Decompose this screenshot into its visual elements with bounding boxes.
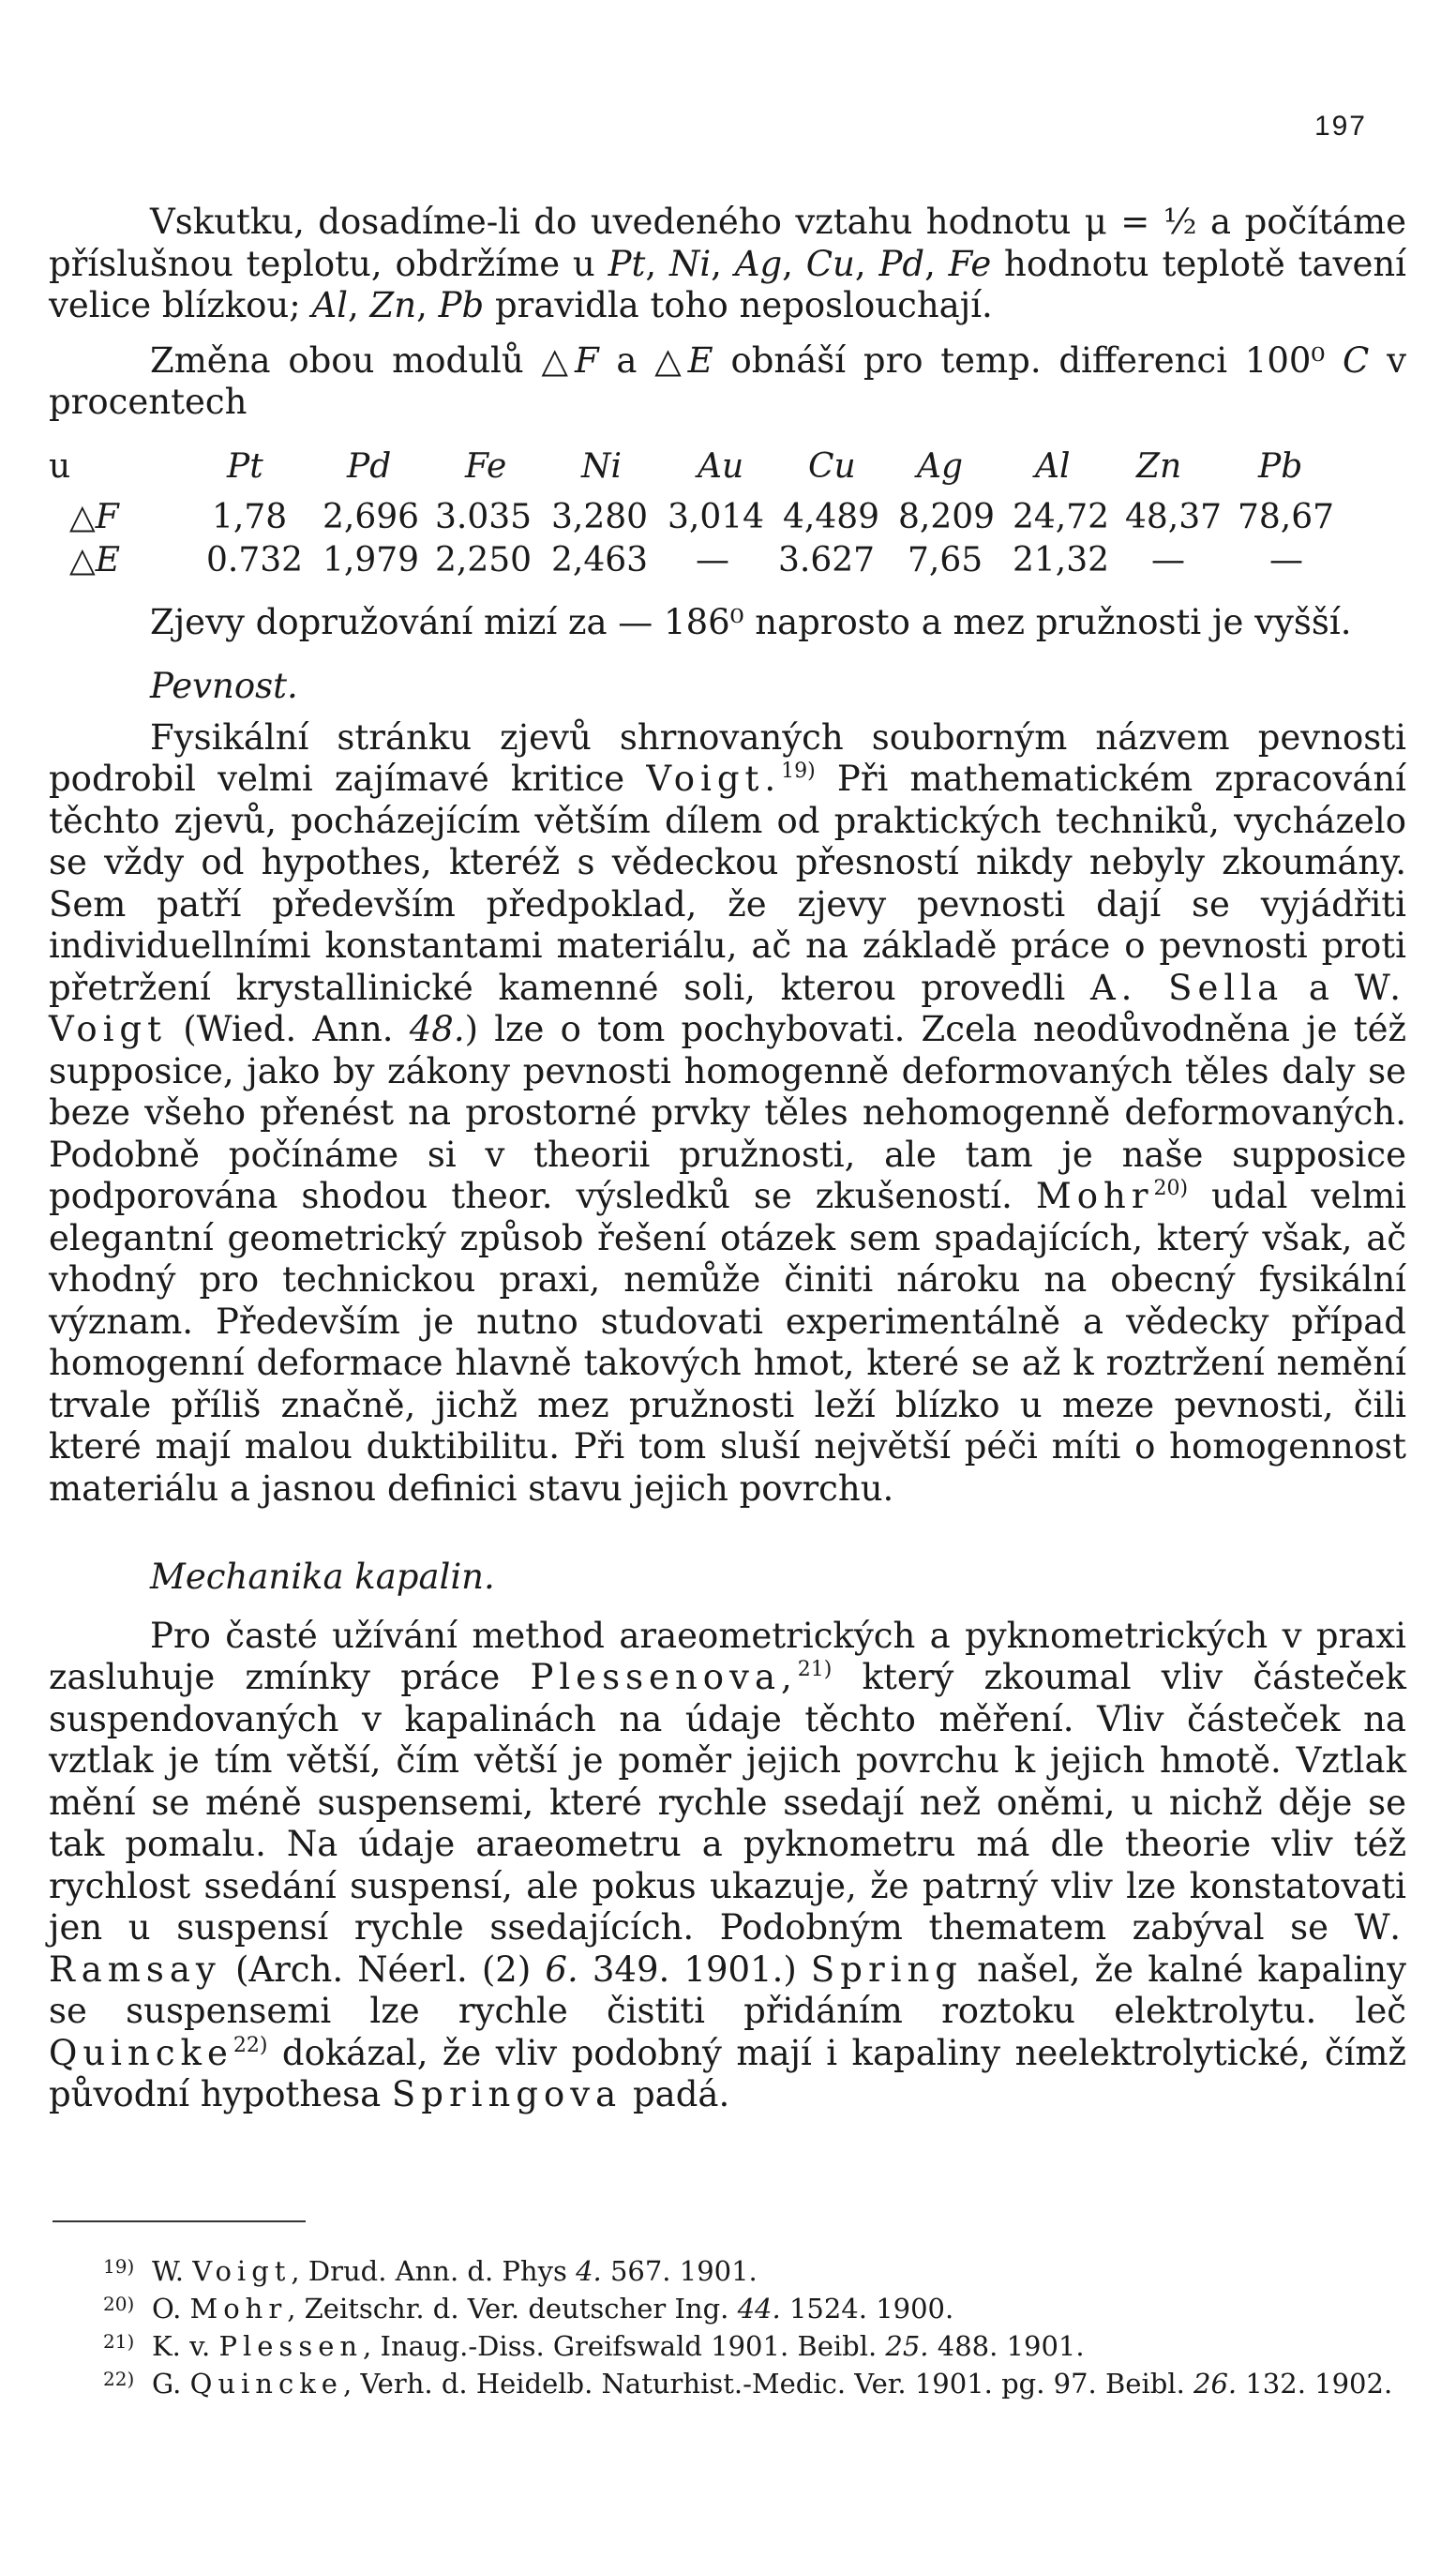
table-lead: u	[49, 446, 71, 486]
modulus-table	[49, 446, 1406, 587]
table-cell: 21,32	[1013, 540, 1110, 579]
table-cell: 3.035	[435, 497, 533, 536]
table-header-cell: Pt	[227, 446, 263, 486]
table-header-cell: Al	[1035, 446, 1071, 486]
table-cell: 1,78	[212, 497, 288, 536]
footnote-number: 20)	[103, 2293, 135, 2315]
table-cell: 2,463	[551, 540, 649, 579]
table-header-cell: Fe	[465, 446, 507, 486]
footnote-ref: 22)	[233, 2033, 268, 2057]
footnote: 19) W. Voigt, Drud. Ann. d. Phys 4. 567. 1901.	[49, 2250, 1408, 2288]
page-number: 197	[1313, 111, 1367, 142]
table-cell: 1,979	[323, 540, 420, 579]
table-cell: 78,67	[1238, 497, 1335, 536]
table-header-cell: Zn	[1136, 446, 1182, 486]
paragraph-mechanika-kapalin: Pro časté užívání method araeometrických a pyknometrických v praxi zasluhuje zmínky práce Plessenova,$^{21)}$ který zkoumal vliv částeček suspendovaných v kapalinách na údaje těchto měření. Vliv částeček na vztlak je tím větší, čím větší je poměr jejich povrchu k jejich hmotě. Vztlak mění se méně suspensemi, které rychle ssedají než oněmi, u nichž děje se tak pomalu. Na údaje araeometru a pyknometru má dle theorie vliv též rychlost ssedání suspensí, ale pokus ukazuje, že patrný vliv lze konstatovati jen u suspensí rychle ssedajících. Podobným thematem zabýval se W. Ramsay (Arch. Néerl. (2) 6. 349. 1901.) Spring našel, že kalné kapaliny se suspensemi lze rychle čistiti přidáním roztoku elektrolytu. leč Quincke$^{22)}$ dokázal, že vliv podobný mají i kapaliny neelektrolytické, čímž původní hypothesa Springova padá.	[49, 1615, 1407, 2114]
table-cell: 2,696	[323, 497, 420, 536]
table-header-cell: Ag	[917, 446, 964, 486]
table-header-cell: Ni	[581, 446, 623, 486]
paragraph-after-table: Zjevy dopružování mizí za — 186⁰ naprosto a mez pružnosti je vyšší.	[150, 601, 1352, 642]
table-header-cell: Pb	[1258, 446, 1303, 486]
footnote: 21) K. v. Plessen, Inaug.-Diss. Greifswald 1901. Beibl. 25. 488. 1901.	[49, 2325, 1408, 2363]
table-cell: 3,280	[551, 497, 649, 536]
footnote-number: 22)	[103, 2368, 135, 2390]
footnote-divider	[53, 2220, 306, 2222]
row-label-delta-e: △E	[69, 540, 120, 579]
footnote-number: 19)	[103, 2255, 135, 2278]
table-cell: 7,65	[908, 540, 983, 579]
table-cell: —	[1269, 540, 1303, 579]
table-cell: 2,250	[435, 540, 533, 579]
author-name: Springova	[391, 2074, 623, 2114]
footnote-ref: 20)	[1153, 1177, 1189, 1200]
author-name: Plessenova,	[530, 1657, 798, 1697]
table-cell: 3,014	[668, 497, 765, 536]
author-name: Voigt.	[646, 759, 782, 799]
footnote-ref: 21)	[797, 1658, 833, 1681]
footnotes	[49, 2250, 1408, 2400]
footnote-ref: 19)	[781, 760, 816, 783]
table-cell: 4,489	[783, 497, 880, 536]
table-cell: 3.627	[778, 540, 876, 579]
row-label-delta-f: △F	[69, 497, 119, 536]
author-name: Quincke	[49, 2032, 233, 2073]
table-cell: 48,37	[1125, 497, 1223, 536]
main-text	[49, 202, 1406, 2116]
author-name: W. Ramsay	[49, 1907, 1406, 1990]
paragraph-pevnost: Fysikální stránku zjevů shrnovaných souborným názvem pevnosti podrobil velmi zajímavé kritice Voigt.$^{19)}$ Při mathematickém zpracování těchto zjevů, pocházejícím větším dílem od praktických techniků, vycházelo se vždy od hypothes, kteréž s vědeckou přesností nikdy nebyly zkoumány. Sem patří především předpoklad, že zjevy pevnosti dají se vyjádřiti individuellními konstantami materiálu, ač na základě práce o pevnosti proti přetržení krystallinické kamenné soli, kterou provedli A. Sella a W. Voigt (Wied. Ann. 48.) lze o tom pochybovati. Zcela neodůvodněna je též supposice, jako by zákony pevnosti homogenně deformovaných těles daly se beze všeho přenést na prostorné prvky těles nehomogenně deformovaných. Podobně počínáme si v theorii pružnosti, ale tam je naše supposice podporována shodou theor. výsledků se zkušeností. Mohr$^{20)}$ udal velmi elegantní geometrický způsob řešení otázek sem spadajících, který však, ač vhodný pro technickou praxi, nemůže činiti nároku na obecný fysikální význam. Především je nutno studovati experimentálně a vědecky případ homogenní deformace hlavně takových hmot, které se až k roztržení nemění trvale příliš značně, jichž mez pružnosti leží blízko u meze pevnosti, čili které mají malou duktibilitu. Při tom sluší největší péči míti o homogennost materiálu a jasnou definici stavu jejich povrchu.	[49, 716, 1407, 1509]
author-name: W. Voigt	[49, 967, 1407, 1049]
table-header-cell: Pd	[347, 446, 392, 486]
footnote-number: 21)	[103, 2330, 135, 2353]
table-cell: —	[1151, 540, 1185, 579]
section-heading-pevnost: Pevnost.	[150, 666, 298, 706]
author-name: A. Sella	[1089, 967, 1284, 1008]
author-name: Spring	[810, 1949, 963, 1990]
table-header-cell: Cu	[808, 446, 856, 486]
table-cell: —	[696, 540, 729, 579]
section-heading-mechanika-kapalin: Mechanika kapalin.	[150, 1557, 495, 1597]
paragraph-melting-temperature: Vskutku, dosadíme-li do uvedeného vztahu hodnotu μ = ½ a počítáme příslušnou teplotu, obdržíme u Pt, Ni, Ag, Cu, Pd, Fe hodnotu teplotě tavení velice blízkou; Al, Zn, Pb pravidla toho neposlouchají.	[49, 202, 1406, 325]
paragraph-modulus-change: Změna obou modulů △F a △E obnáší pro temp. differenci 100⁰ C v procentech	[49, 339, 1406, 422]
author-name: Mohr	[1035, 1176, 1154, 1216]
table-cell: 24,72	[1013, 497, 1110, 536]
table-cell: 8,209	[898, 497, 996, 536]
table-header-cell: Au	[698, 446, 744, 486]
footnote: 20) O. Mohr, Zeitschr. d. Ver. deutscher Ing. 44. 1524. 1900.	[49, 2288, 1408, 2325]
footnote: 22) G. Quincke, Verh. d. Heidelb. Naturhist.-Medic. Ver. 1901. pg. 97. Beibl. 26. 132. 1902.	[49, 2363, 1408, 2400]
table-cell: 0.732	[206, 540, 304, 579]
